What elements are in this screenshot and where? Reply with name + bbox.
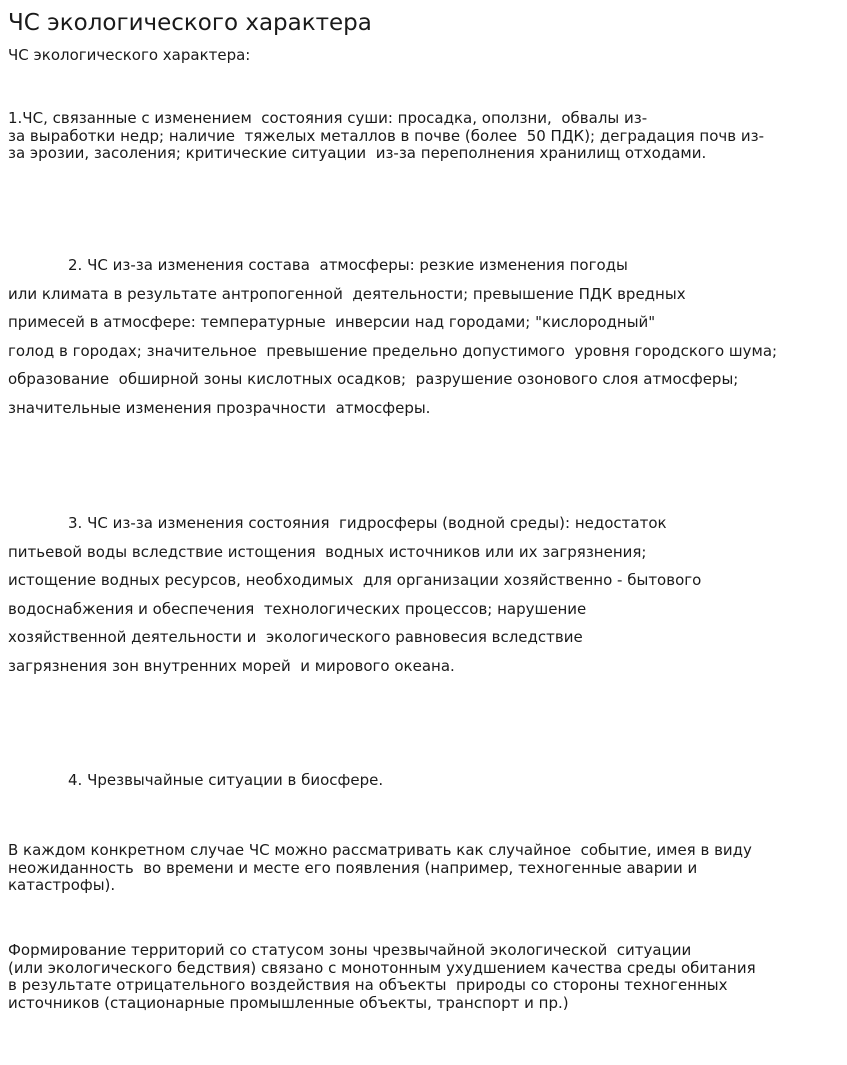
paragraph-line: за выработки недр; наличие тяжелых металлов в почве (более 50 ПДК); деградация почв из- <box>8 126 764 145</box>
paragraph-line: (или экологического бедствия) связано с монотонным ухудшением качества среды обитания <box>8 958 756 977</box>
paragraph-atmosphere-emergencies <box>8 251 777 423</box>
paragraph-line: источников (стационарные промышленные объекты, транспорт и пр.) <box>8 993 569 1012</box>
paragraph-line: или климата в результате антропогенной деятельности; превышение ПДК вредных <box>8 284 686 303</box>
paragraph-line: 1.ЧС, связанные с изменением состояния суши: просадка, оползни, обвалы из- <box>8 109 648 127</box>
paragraph-land-emergencies <box>8 110 764 163</box>
paragraph-line: голод в городах; значительное превышение предельно допустимого уровня городского шума; <box>8 341 778 360</box>
page-title: ЧС экологического характера <box>8 10 372 36</box>
paragraph-line: значительные изменения прозрачности атмосферы. <box>8 398 431 417</box>
paragraph-line: образование обширной зоны кислотных осадков; разрушение озонового слоя атмосферы; <box>8 370 739 389</box>
paragraph-biosphere-emergencies <box>8 766 383 795</box>
paragraph-line: истощение водных ресурсов, необходимых для организации хозяйственно - бытового <box>8 571 702 590</box>
paragraph-line: Формирование территорий со статусом зоны чрезвычайной экологической ситуации <box>8 941 692 959</box>
page-subtitle: ЧС экологического характера: <box>8 46 251 64</box>
paragraph-random-event <box>8 842 752 895</box>
paragraph-line: катастрофы). <box>8 876 116 894</box>
paragraph-line: питьевой воды вследствие истощения водных источников или их загрязнения; <box>8 542 647 561</box>
paragraph-line: в результате отрицательного воздействия на объекты природы со стороны техногенных <box>8 976 728 994</box>
paragraph-line: загрязнения зон внутренних морей и мирового океана. <box>8 656 455 675</box>
paragraph-line: неожиданность во времени и месте его появления (например, техногенные аварии и <box>8 858 698 877</box>
paragraph-line: за эрозии, засоления; критические ситуации из-за переполнения хранилищ отходами. <box>8 144 707 162</box>
paragraph-disaster-zones <box>8 942 756 1012</box>
paragraph-line: В каждом конкретном случае ЧС можно рассматривать как случайное событие, имея в виду <box>8 841 752 859</box>
paragraph-hydrosphere-emergencies <box>8 509 701 681</box>
paragraph-line: примесей в атмосфере: температурные инверсии над городами; "кислородный" <box>8 313 656 332</box>
paragraph-line: 3. ЧС из-за изменения состояния гидросферы (водной среды): недостаток <box>68 514 667 532</box>
paragraph-line: водоснабжения и обеспечения технологических процессов; нарушение <box>8 599 587 618</box>
paragraph-line: 4. Чрезвычайные ситуации в биосфере. <box>68 771 384 789</box>
paragraph-line: хозяйственной деятельности и экологического равновесия вследствие <box>8 628 583 647</box>
paragraph-line: 2. ЧС из-за изменения состава атмосферы: резкие изменения погоды <box>68 256 628 274</box>
